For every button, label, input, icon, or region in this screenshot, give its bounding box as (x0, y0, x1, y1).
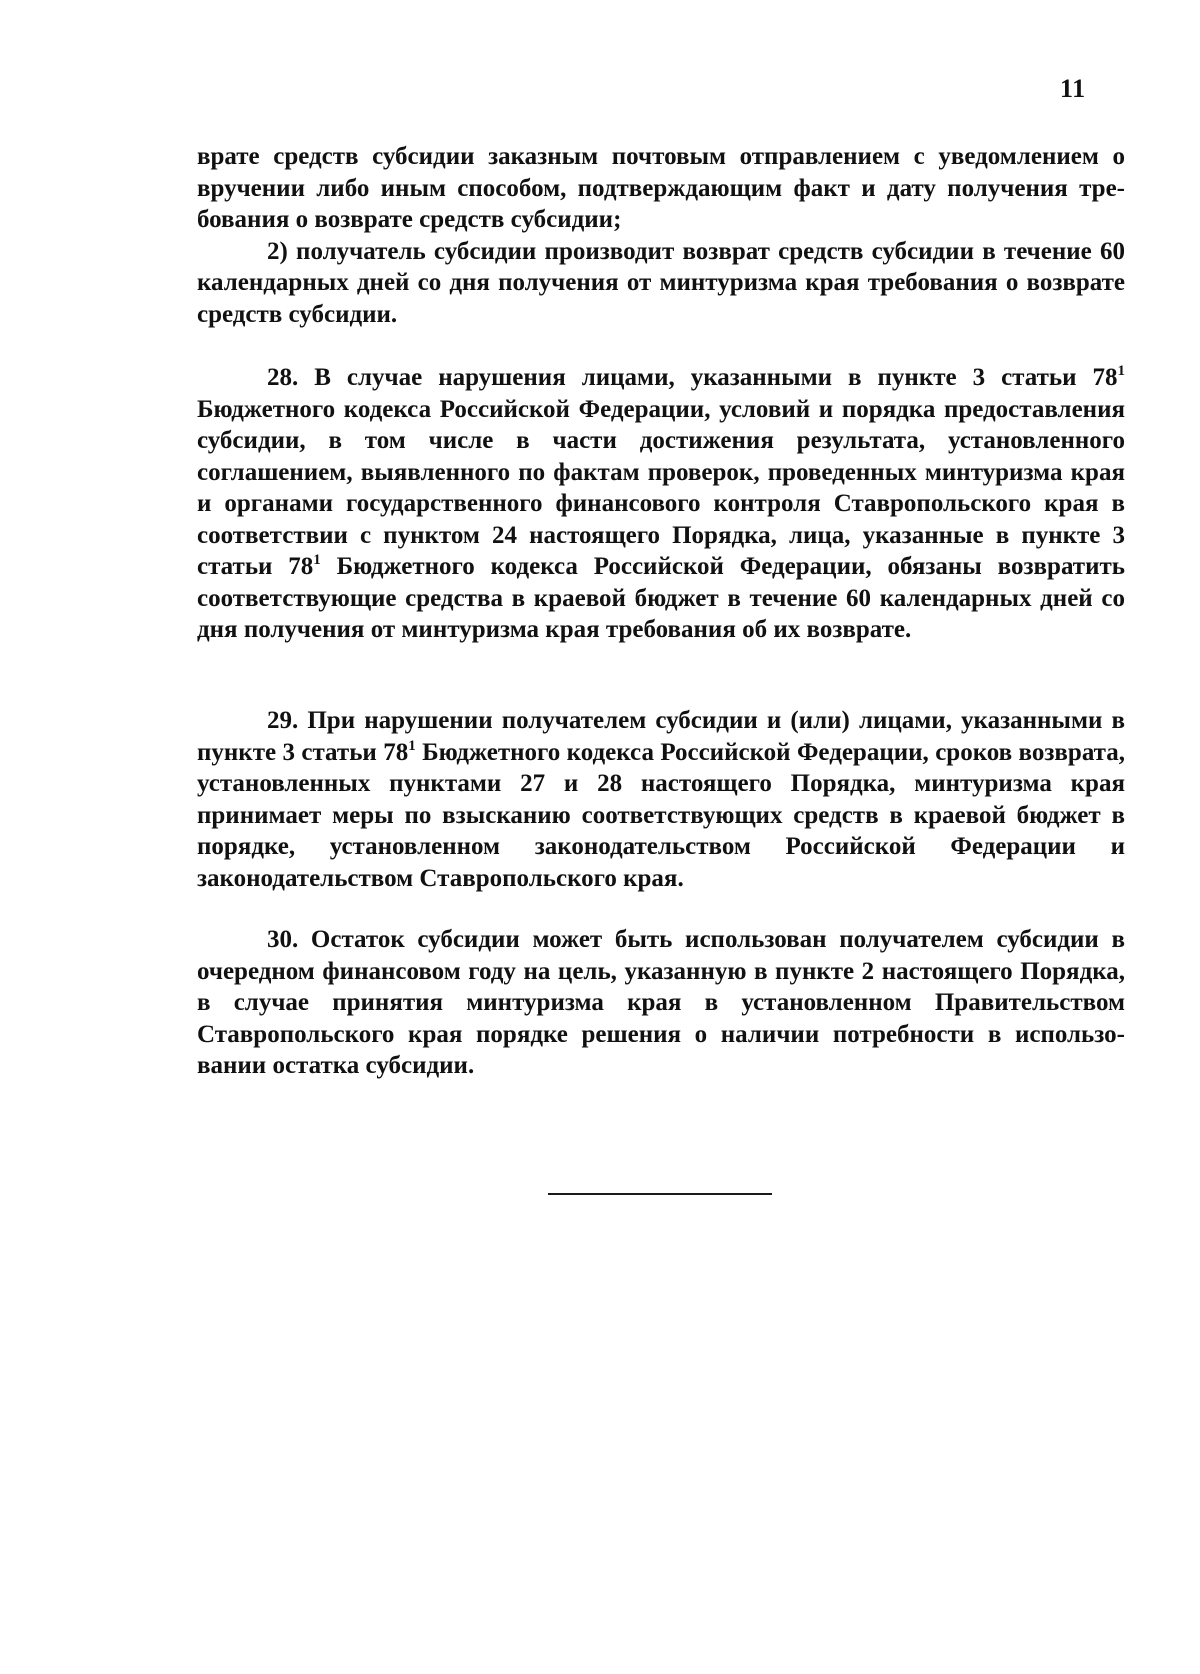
paragraph-28-part-b: Бюджетного кодекса Российской Федерации, условий и порядка предоставления субсидии, в том числе в части достижения результата, установленного соглашением, выявленного по фактам проверок, проведенных минтуризма края и органами государственного финансового контроля Ставропольского края в соответствии с пунктом 24 настоящего Порядка, лица, указанные в пункте 3 статьи 78 (197, 395, 1125, 580)
superscript-1: 1 (408, 737, 416, 754)
text-block-items (197, 141, 1125, 330)
paragraph-29 (197, 705, 1125, 894)
paragraph-29-part-a: 29. При нарушении получателем субсидии и (или) лицами, указанными в пункте 3 статьи 78 (197, 707, 1125, 766)
superscript-1: 1 (1117, 363, 1125, 379)
paragraph-28-part-c: Бюджетного кодекса Российской Федерации, обязаны возвратить соответствующие средства в краевой бюджет в течение 60 календарных дней со дня получения от минтуризма края требования об их возврате. (197, 553, 1125, 643)
text-block-30 (197, 924, 1125, 1082)
text-block-28 (197, 362, 1125, 646)
paragraph-30: 30. Остаток субсидии может быть использован получателем субсидии в очередном финансовом году на цель, указанную в пункте 2 настоящего Порядка, в случае принятия минтуризма края в установленном Правительством Ставропольского края порядке решения о наличии потребности в использовании остатка субсидии. (197, 926, 1125, 1079)
paragraph-item-2: 2) получатель субсидии производит возврат средств субсидии в течение 60 календарных дней со дня получения от минтуризма края требования о возврате средств субсидии. (197, 237, 1125, 328)
text-block-29 (197, 705, 1125, 894)
paragraph-29-part-b: Бюджетного кодекса Российской Федерации, сроков возврата, установленных пунктами 27 и 28 настоящего Порядка, минтуризма края принимает меры по взысканию соответствующих средств в краевой бюджет в порядке, установленном законодательством Российской Федерации и законодательством Ставропольского края. (197, 738, 1126, 892)
superscript-1: 1 (313, 552, 321, 568)
paragraph-28-part-a: 28. В случае нарушения лицами, указанными в пункте 3 статьи 78 (267, 364, 1118, 391)
page-number: 11 (1060, 74, 1086, 103)
paragraph-28 (197, 362, 1125, 646)
paragraph-continuation: врате средств субсидии заказным почтовым отправлением с уведомлением о вручении либо иным способом, подтверждающим факт и дату получения требования о возврате средств субсидии; (197, 143, 1125, 233)
end-of-document-rule (548, 1193, 772, 1195)
